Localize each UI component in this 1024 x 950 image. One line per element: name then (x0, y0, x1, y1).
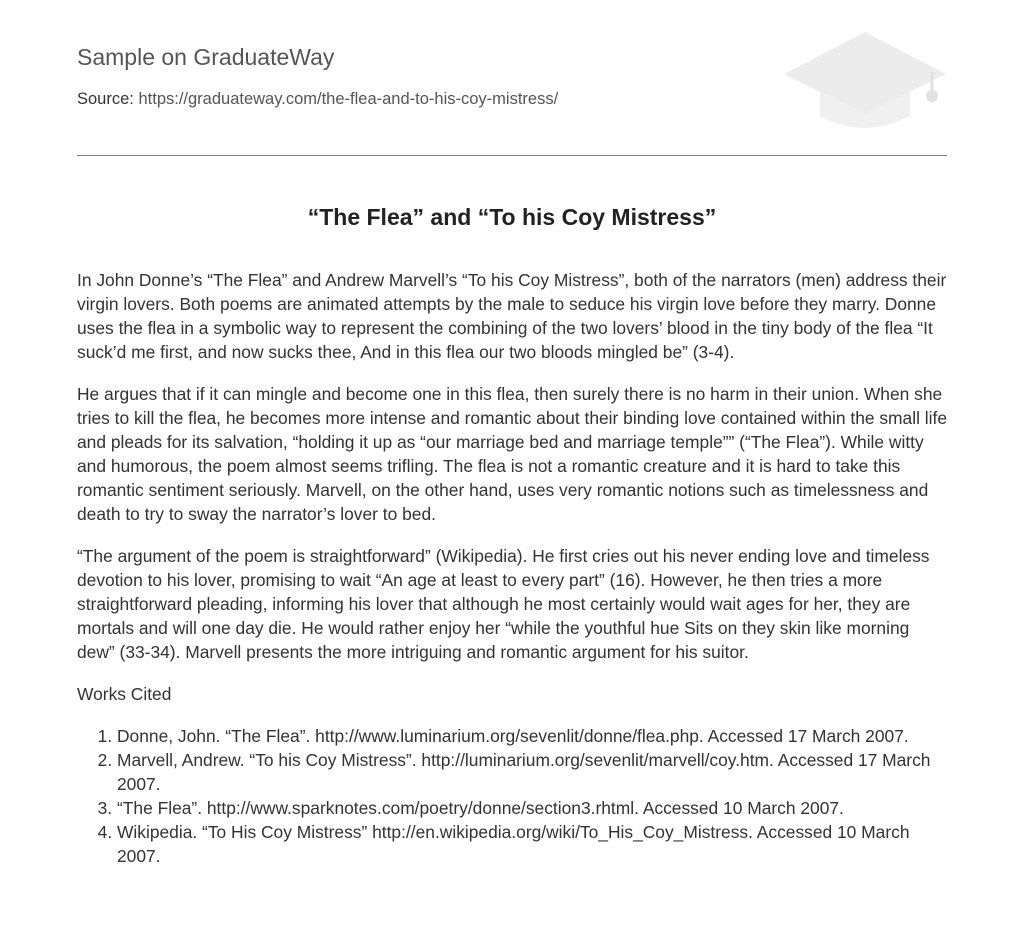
list-item: 3. “The Flea”. http://www.sparknotes.com/poetry/donne/section3.rhtml. Accessed 10 March 2007. (117, 796, 947, 820)
works-cited-list (77, 724, 947, 868)
article-body (77, 268, 947, 868)
source-line (77, 90, 558, 109)
source-label: Source: (77, 90, 134, 108)
header-divider (77, 155, 947, 156)
paragraph: In John Donne’s “The Flea” and Andrew Marvell’s “To his Coy Mistress”, both of the narrators (men) address their virgin lovers. Both poems are animated attempts by the male to seduce his virgin love before they marry. Donne uses the flea in a symbolic way to represent the combining of the two lovers’ blood in the tiny body of the flea “It suck’d me first, and now sucks thee, And in this flea our two bloods mingled be” (3-4). (77, 270, 947, 362)
source-link[interactable]: https://graduateway.com/the-flea-and-to-his-coy-mistress/ (138, 90, 559, 108)
works-cited-heading: Works Cited (77, 684, 172, 704)
list-item: 1. Donne, John. “The Flea”. http://www.luminarium.org/sevenlit/donne/flea.php. Accessed 17 March 2007. (117, 724, 947, 748)
site-name: Sample on GraduateWay (77, 44, 335, 70)
paragraph: “The argument of the poem is straightforward” (Wikipedia). He first cries out his never ending love and timeless devotion to his lover, promising to wait “An age at least to every part” (16). However, he then tries a more straightforward pleading, informing his lover that although he most certainly would wait ages for her, they are mortals and will one day die. He would rather enjoy her “while the youthful hue Sits on they skin like morning dew” (33-34). Marvell presents the more intriguing and romantic argument for his suitor. (77, 546, 930, 662)
paragraph: He argues that if it can mingle and become one in this flea, then surely there is no harm in their union. When she tries to kill the flea, he becomes more intense and romantic about their binding love contained within the small life and pleads for its salvation, “holding it up as “our marriage bed and marriage temple”” (“The Flea”). While witty and humorous, the poem almost seems trifling. The flea is not a romantic creature and it is hard to take this romantic sentiment seriously. Marvell, on the other hand, uses very romantic notions such as timelessness and death to try to sway the narrator’s lover to bed. (77, 384, 948, 524)
list-item: 4. Wikipedia. “To His Coy Mistress” http://en.wikipedia.org/wiki/To_His_Coy_Mistress. Accessed 10 March 2007. (117, 820, 947, 868)
article-title: “The Flea” and “To his Coy Mistress” (307, 204, 717, 230)
page-header (77, 0, 947, 156)
graduation-cap-icon (780, 28, 950, 134)
list-item: 2. Marvell, Andrew. “To his Coy Mistress”. http://luminarium.org/sevenlit/marvell/coy.htm. Accessed 17 March 2007. (117, 748, 947, 796)
